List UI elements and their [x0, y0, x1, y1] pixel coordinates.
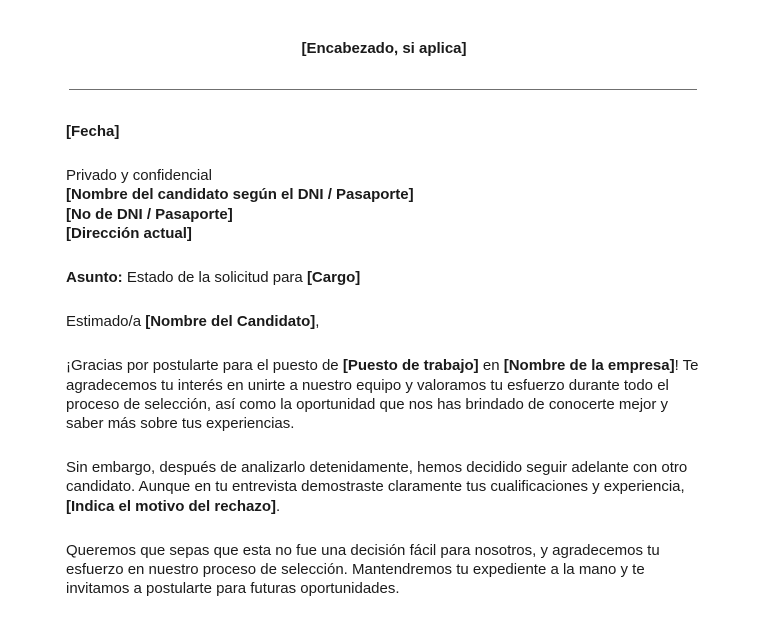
thanks-intro: ¡Gracias por postularte para el puesto de	[66, 357, 343, 375]
thanks-in: en	[478, 357, 504, 375]
candidate-name-placeholder: [Nombre del candidato según el DNI / Pasaporte]	[66, 186, 414, 204]
rejection-reason-placeholder: [Indica el motivo del rechazo]	[66, 497, 277, 515]
thanks-rest: ! Te agradecemos tu interés en unirte a nuestro equipo y valoramos tu esfuerzo durante todo el proceso de selección, así como la oportunidad que nos has brindado de conocerte mejor y saber más sobre tus experiencias.	[66, 357, 699, 433]
subject-line	[66, 268, 706, 287]
job-placeholder: [Puesto de trabajo]	[342, 357, 479, 375]
letter-header: [Encabezado, si aplica]	[301, 40, 467, 57]
position-placeholder: [Cargo]	[306, 269, 361, 287]
decision-end: .	[276, 497, 281, 515]
greeting	[66, 312, 706, 331]
subject-label: Asunto:	[66, 269, 123, 287]
id-number-placeholder: [No de DNI / Pasaporte]	[66, 205, 233, 223]
recipient-block	[66, 166, 706, 243]
address-placeholder: [Dirección actual]	[66, 224, 192, 242]
header-divider	[69, 89, 697, 90]
paragraph-decision	[66, 458, 706, 516]
company-placeholder: [Nombre de la empresa]	[503, 357, 675, 375]
closing-text: Queremos que sepas que esta no fue una decisión fácil para nosotros, y agradecemos tu esfuerzo en nuestro proceso de selección. Mantendremos tu expediente a la mano y te invitamos a postularte para futuras oportunidades.	[66, 541, 660, 598]
paragraph-thanks	[66, 356, 706, 433]
paragraph-closing	[66, 541, 706, 599]
confidential-label: Privado y confidencial	[66, 167, 212, 185]
subject-text: Estado de la solicitud para	[122, 269, 307, 287]
greeting-suffix: ,	[315, 313, 320, 331]
greeting-name-placeholder: [Nombre del Candidato]	[145, 313, 316, 331]
date-placeholder: [Fecha]	[66, 123, 120, 140]
decision-text: Sin embargo, después de analizarlo detenidamente, hemos decidido seguir adelante con otro candidato. Aunque en tu entrevista demostraste claramente tus cualificaciones y experiencia,	[66, 459, 688, 496]
letter-date	[66, 122, 706, 141]
greeting-prefix: Estimado/a	[66, 313, 146, 331]
letter-body	[66, 122, 706, 623]
